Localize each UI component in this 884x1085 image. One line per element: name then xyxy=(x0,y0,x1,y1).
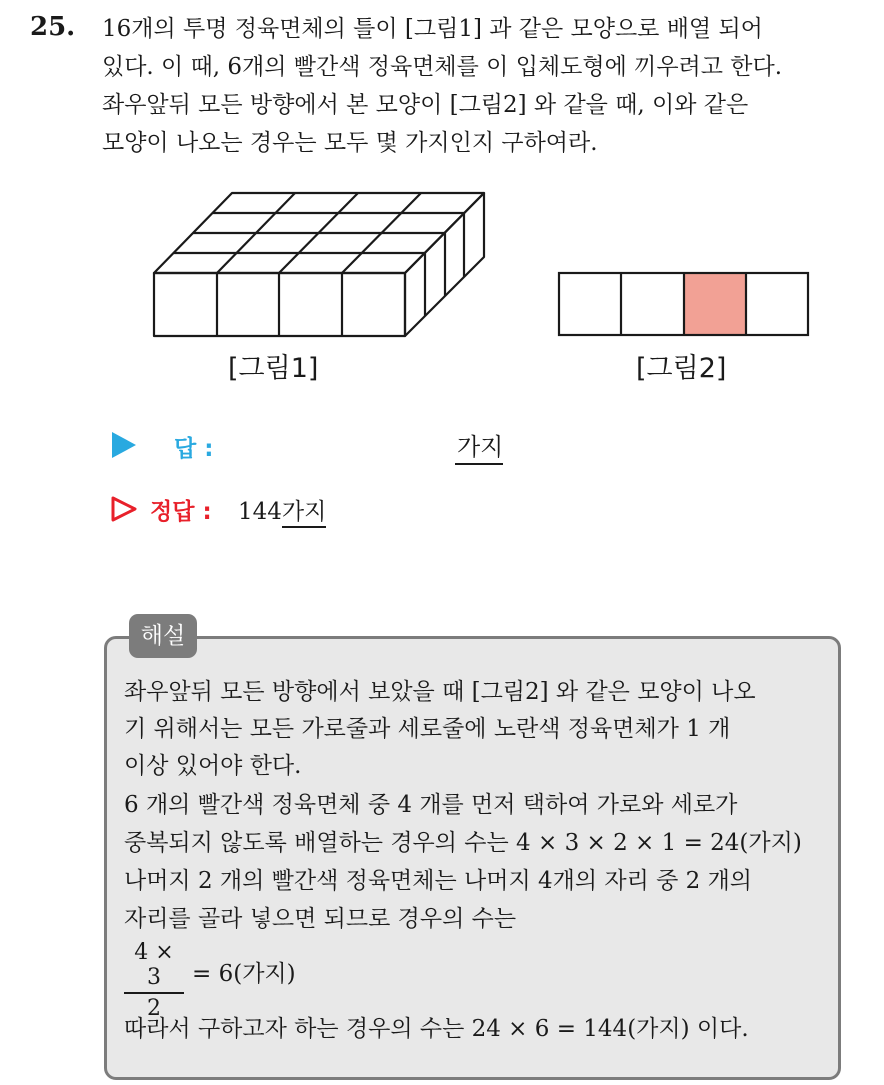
figure-1-cube-grid xyxy=(150,188,490,340)
figure-2-caption: [그림2] xyxy=(636,353,727,384)
figure-2-side-view xyxy=(555,270,811,338)
fraction xyxy=(124,940,184,1021)
answer-unit xyxy=(455,427,503,465)
explanation-line-5: 중복되지 않도록 배열하는 경우의 수는 4 × 3 × 2 × 1 = 24(가지) xyxy=(124,830,802,856)
correct-value: 144 xyxy=(238,499,282,525)
fraction-numerator: 4 × 3 xyxy=(124,940,184,994)
explanation-line-6: 나머지 2 개의 빨간색 정육면체는 나머지 4개의 자리 중 2 개의 xyxy=(124,868,753,894)
outline-triangle-icon xyxy=(110,495,138,523)
problem-line-3: 좌우앞뒤 모든 방향에서 본 모양이 [그림2] 와 같을 때, 이와 같은 xyxy=(102,92,749,118)
problem-line-1: 16개의 투명 정육면체의 틀이 [그림1] 과 같은 모양으로 배열 되어 xyxy=(102,16,763,42)
explanation-line-2: 기 위해서는 모든 가로줄과 세로줄에 노란색 정육면체가 1 개 xyxy=(124,716,731,742)
correct-unit: 가지 xyxy=(282,499,326,528)
correct-answer xyxy=(238,493,326,526)
answer-unit-text: 가지 xyxy=(455,427,503,465)
red-cube-square xyxy=(684,273,746,335)
explanation-line-3: 이상 있어야 한다. xyxy=(124,753,302,779)
play-triangle-icon xyxy=(112,432,136,458)
fraction-result: = 6(가지) xyxy=(192,961,296,987)
explanation-line-4: 6 개의 빨간색 정육면체 중 4 개를 먼저 택하여 가로와 세로가 xyxy=(124,792,738,818)
explanation-line-1: 좌우앞뒤 모든 방향에서 보았을 때 [그림2] 와 같은 모양이 나오 xyxy=(124,679,756,705)
figure-1-caption: [그림1] xyxy=(228,353,319,384)
problem-number: 25. xyxy=(30,12,76,42)
explanation-tag: 해설 xyxy=(129,614,197,658)
problem-line-4: 모양이 나오는 경우는 모두 몇 가지인지 구하여라. xyxy=(102,130,598,156)
problem-line-2: 있다. 이 때, 6개의 빨간색 정육면체를 이 입체도형에 끼우려고 한다. xyxy=(102,54,783,80)
correct-label: 정답 : xyxy=(150,499,212,525)
fraction-denominator: 2 xyxy=(147,996,161,1021)
explanation-line-7: 자리를 골라 넣으면 되므로 경우의 수는 xyxy=(124,906,517,932)
answer-label: 답 : xyxy=(174,436,214,462)
explanation-final: 따라서 구하고자 하는 경우의 수는 24 × 6 = 144(가지) 이다. xyxy=(124,1016,749,1042)
